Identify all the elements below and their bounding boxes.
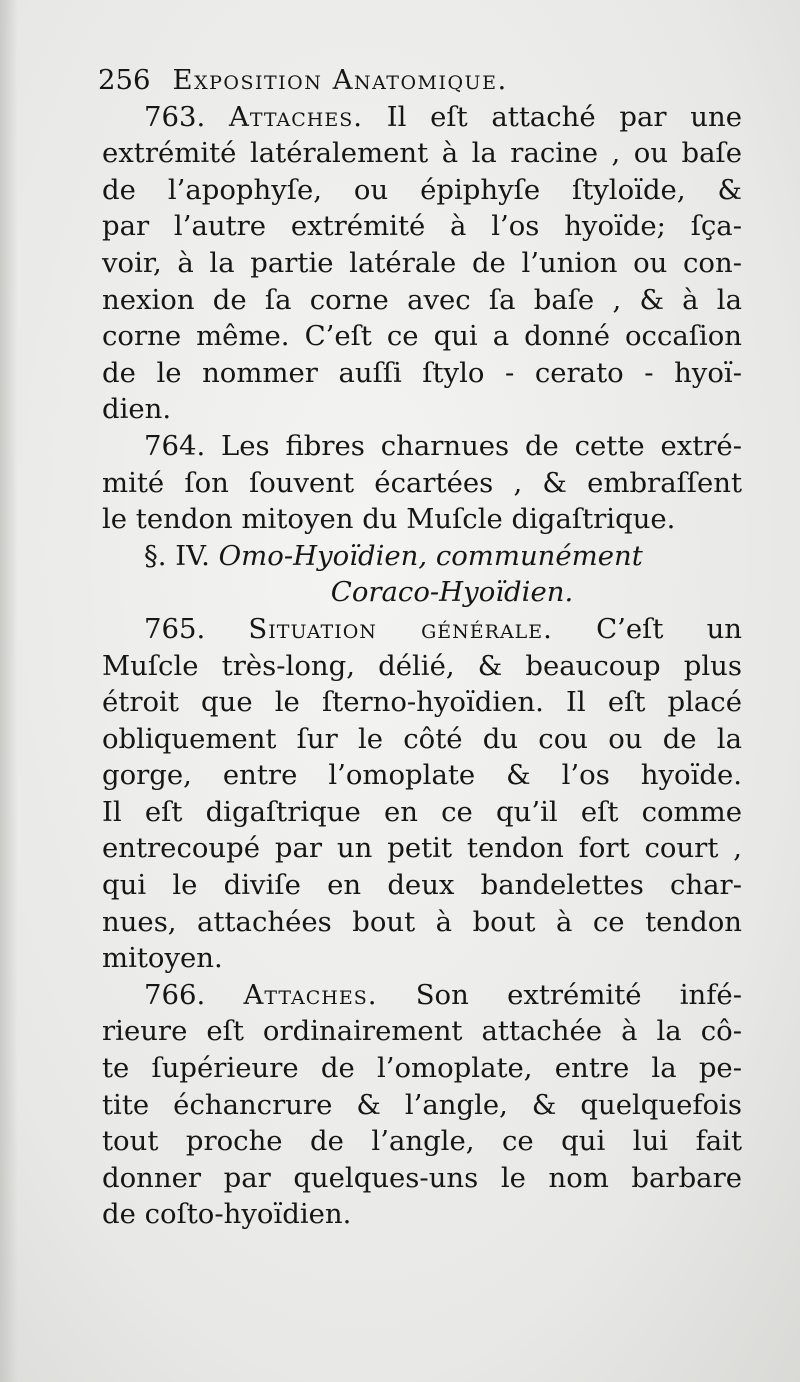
page-text	[98, 62, 743, 1233]
paragraph-number: 763.	[144, 100, 206, 133]
paragraph-heading: Attaches.	[228, 100, 363, 133]
text-line: voir, à la partie latérale de l’union ou con-	[102, 246, 742, 279]
text-line: de l’apophyſe, ou épiphyſe ſtyloïde, &	[102, 173, 742, 206]
text-line: de coſto-hyoïdien.	[102, 1198, 352, 1231]
text-line: nues, attachées bout à bout à ce tendon	[102, 905, 742, 938]
text-line: le tendon mitoyen du Muſcle digaſtrique.	[102, 503, 676, 536]
section-mark: §. IV.	[144, 539, 210, 572]
paragraph-heading: Attaches.	[243, 978, 378, 1011]
paragraph-764-line-1: 764. Les fibres charnues de cette extré-	[144, 429, 742, 462]
paragraph-766-line-1: 766. Attaches. Son extrémité infé-	[144, 978, 743, 1011]
paragraph-765-line-1: 765. Situation générale. C’eſt un	[144, 612, 743, 645]
text-line: corne même. C’eſt ce qui a donné occaſion	[102, 320, 742, 353]
text-line: te ſupérieure de l’omoplate, entre la pe-	[102, 1052, 742, 1085]
section-heading	[102, 538, 742, 575]
paragraph-number: 766.	[144, 978, 206, 1011]
page-gutter-shadow	[0, 0, 18, 1382]
text-line: extrémité latéralement à la racine , ou baſe	[102, 137, 742, 170]
text-line: étroit que le ſterno-hyoïdien. Il eſt placé	[102, 686, 742, 719]
page-number: 256	[98, 64, 151, 96]
paragraph-number: 764.	[144, 429, 206, 462]
text-line: qui le diviſe en deux bandelettes char-	[102, 869, 742, 902]
text-line: de le nommer auſſi ſtylo - cerato - hyoï-	[102, 356, 742, 389]
text-line: mitoyen.	[102, 942, 223, 975]
text-line: donner par quelques-uns le nom barbare	[102, 1161, 742, 1194]
text-line: tout proche de l’angle, ce qui lui fait	[102, 1125, 742, 1158]
text-line: entrecoupé par un petit tendon fort court ,	[102, 832, 742, 865]
section-subtitle: Coraco-Hyoïdien.	[330, 576, 574, 609]
section-title: Omo-Hyoïdien, communément	[218, 539, 643, 572]
text-line: rieure eſt ordinairement attachée à la cô-	[102, 1015, 742, 1048]
paragraph-763-line-1: 763. Attaches. Il eſt attaché par une	[144, 100, 742, 133]
running-title: Exposition Anatomique.	[172, 64, 508, 96]
paragraph-heading: Situation générale.	[248, 612, 553, 645]
text-line: obliquement ſur le côté du cou ou de la	[102, 722, 742, 755]
text-line: par l’autre extrémité à l’os hyoïde; ſça-	[102, 210, 742, 243]
running-head	[98, 62, 742, 99]
text-line: nexion de ſa corne avec ſa baſe , & à la	[102, 283, 742, 316]
text-line: gorge, entre l’omoplate & l’os hyoïde.	[102, 759, 742, 792]
text-line: Muſcle très-long, délié, & beaucoup plus	[102, 649, 742, 682]
text-line: dien.	[102, 393, 172, 426]
text-line: mité ſon ſouvent écartées , & embraſſent	[102, 466, 742, 499]
text-line: tite échancrure & l’angle, & quelquefois	[102, 1088, 742, 1121]
text-line: Il eſt digaſtrique en ce qu’il eſt comme	[102, 795, 742, 828]
paragraph-number: 765.	[144, 612, 206, 645]
